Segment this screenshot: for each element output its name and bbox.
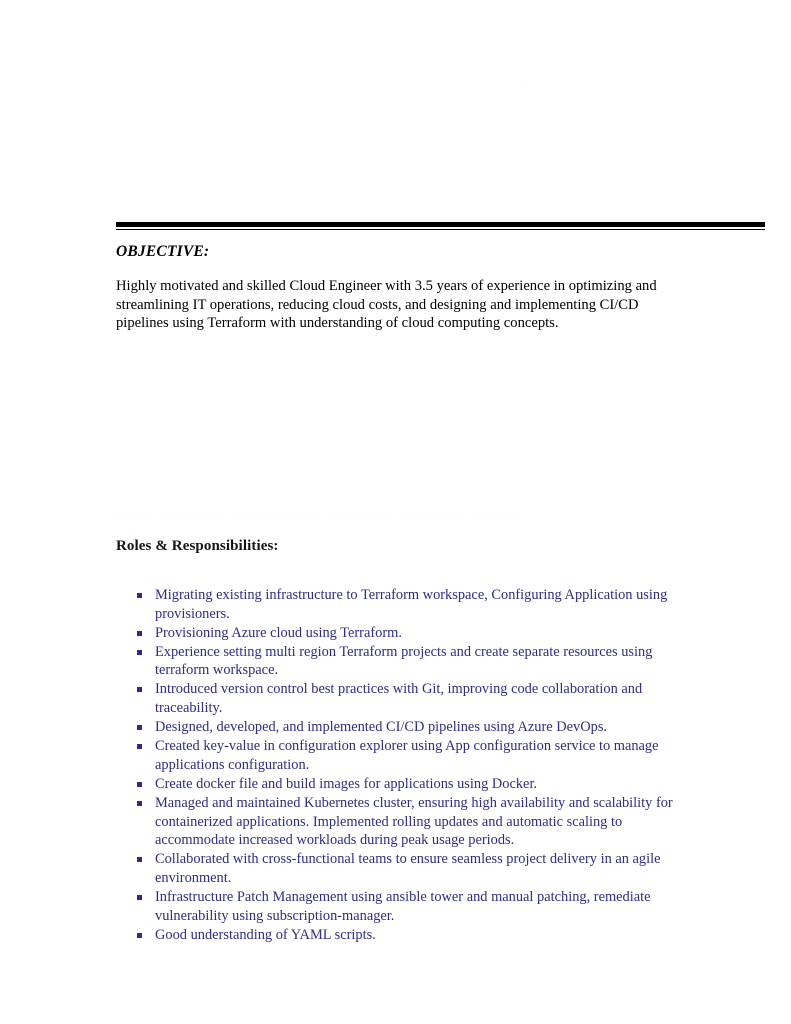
- list-item: [116, 926, 686, 945]
- list-item: [116, 586, 686, 623]
- roles-responsibilities-list: [116, 586, 686, 945]
- list-item-label: Collaborated with cross-functional teams to ensure seamless project delivery in an agile environment.: [155, 851, 661, 886]
- square-bullet-icon: [137, 782, 142, 787]
- list-item: [116, 680, 686, 717]
- square-bullet-icon: [137, 725, 142, 730]
- section-divider-rule: [116, 222, 765, 230]
- square-bullet-icon: [137, 631, 142, 636]
- objective-heading: OBJECTIVE:: [116, 243, 210, 260]
- list-item-label: Managed and maintained Kubernetes cluster, ensuring high availability and scalability for containerized applications. Implemented rolling updates and automatic scaling to accommodate increased workloads during peak usage periods.: [155, 795, 673, 849]
- list-item-label: Infrastructure Patch Management using ansible tower and manual patching, remediate vulnerability using subscription-manager.: [155, 889, 651, 924]
- list-item: [116, 775, 686, 794]
- list-item: [116, 850, 686, 887]
- list-item: [116, 737, 686, 774]
- square-bullet-icon: [137, 857, 142, 862]
- square-bullet-icon: [137, 801, 142, 806]
- list-item-label: Create docker file and build images for applications using Docker.: [155, 775, 538, 792]
- list-item-label: Provisioning Azure cloud using Terraform.: [155, 624, 402, 641]
- list-item-label: Experience setting multi region Terraform projects and create separate resources using terraform workspace.: [155, 643, 653, 679]
- list-item-label: Good understanding of YAML scripts.: [155, 926, 376, 943]
- faint-artifact-middle-line1: Employer: contact@email.com | Phone: +00 0000000000 | Location: City, State | LinkedIn: linkedin.com/in/profile: [116, 512, 519, 522]
- list-item-label: Migrating existing infrastructure to Terraform workspace, Configuring Application using provisioners.: [155, 587, 668, 622]
- list-item: [116, 718, 686, 737]
- list-item-label: Created key-value in configuration explorer using App configuration service to manage applications configuration.: [155, 738, 659, 773]
- rule-thin-line: [116, 229, 765, 230]
- list-item: [116, 643, 686, 680]
- square-bullet-icon: [137, 744, 142, 749]
- list-item-label: Designed, developed, and implemented CI/CD pipelines using Azure DevOps.: [155, 719, 608, 736]
- square-bullet-icon: [137, 933, 142, 938]
- list-item-label: Introduced version control best practices with Git, improving code collaboration and traceability.: [155, 681, 643, 717]
- square-bullet-icon: [137, 593, 142, 598]
- list-item: [116, 624, 686, 643]
- objective-body-text: Highly motivated and skilled Cloud Engineer with 3.5 years of experience in optimizing and streamlining IT operations, reducing cloud costs, and designing and implementing CI/CD pipelines using Terraform with understanding of cloud computing concepts.: [116, 278, 657, 332]
- list-item: [116, 888, 686, 925]
- square-bullet-icon: [137, 650, 142, 655]
- roles-responsibilities-heading: Roles & Responsibilities:: [116, 538, 279, 554]
- faint-artifact-middle: [116, 512, 519, 533]
- square-bullet-icon: [137, 895, 142, 900]
- square-bullet-icon: [137, 687, 142, 692]
- list-item: [116, 794, 686, 850]
- faint-artifact-middle-line2: Page 1 of 1: [116, 522, 177, 533]
- faint-artifact-top: S.No: [506, 74, 530, 86]
